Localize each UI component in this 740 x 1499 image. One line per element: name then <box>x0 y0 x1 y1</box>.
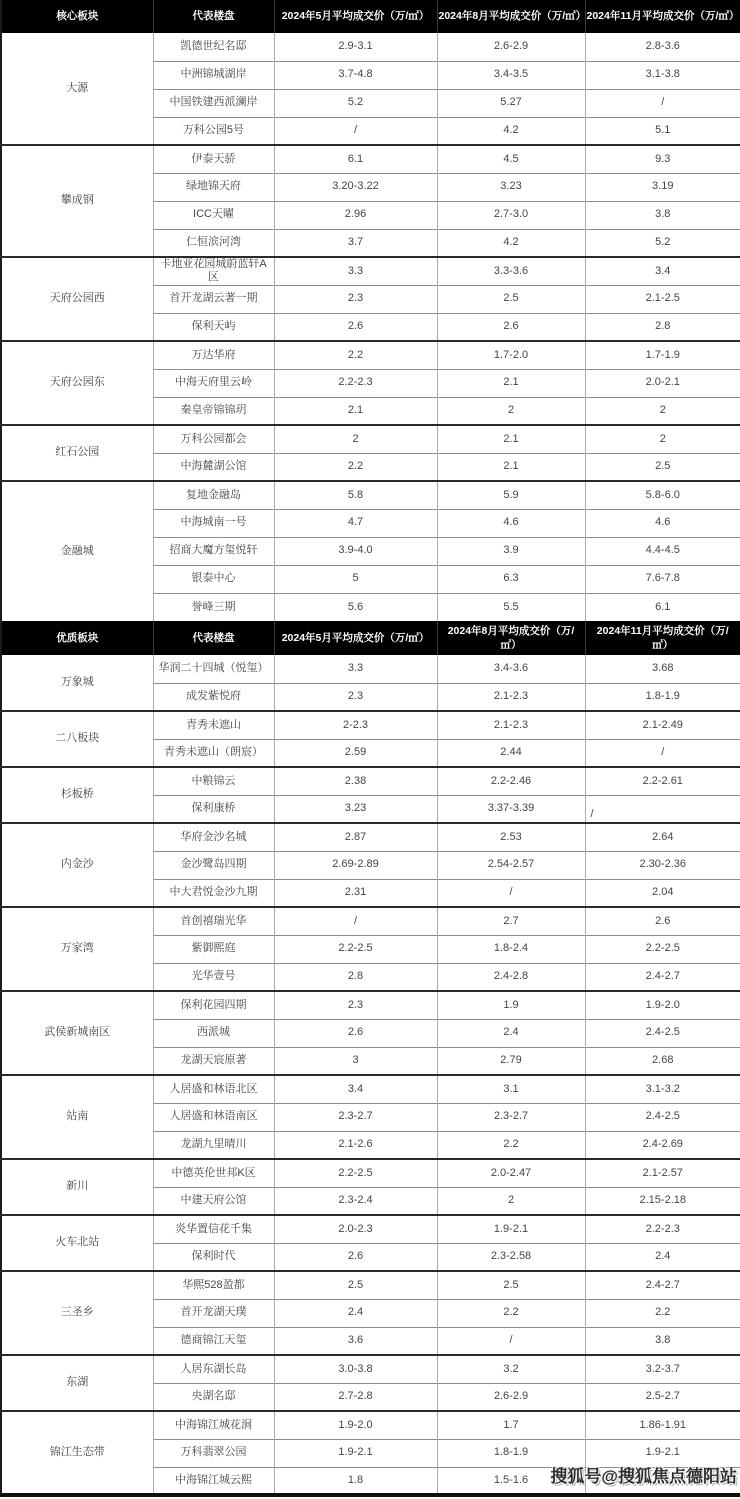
table-row <box>1 1159 740 1187</box>
property-name-cell: 中洲锦城湖岸 <box>153 61 274 89</box>
price-cell: 2.2 <box>437 1299 585 1327</box>
price-cell: 3.9-4.0 <box>274 537 437 565</box>
table-row <box>1 257 740 285</box>
price-cell: 5.5 <box>437 593 585 621</box>
area-cell: 万象城 <box>1 655 153 711</box>
property-name-cell: 人居盛和林语南区 <box>153 1103 274 1131</box>
price-cell: 1.9-2.1 <box>437 1215 585 1243</box>
property-name-cell: 紫御熙庭 <box>153 935 274 963</box>
price-cell: 2.1-2.49 <box>585 711 740 739</box>
price-cell: 2 <box>437 397 585 425</box>
price-cell: 9.3 <box>585 145 740 173</box>
price-cell: / <box>437 879 585 907</box>
property-name-cell: 中国铁建西派澜岸 <box>153 89 274 117</box>
price-cell: 2-2.3 <box>274 711 437 739</box>
price-cell: 2 <box>274 425 437 453</box>
price-cell: 2.7-2.8 <box>274 1383 437 1411</box>
price-cell: 2.1-2.57 <box>585 1159 740 1187</box>
property-name-cell: 中海城南一号 <box>153 509 274 537</box>
price-cell: 2.87 <box>274 823 437 851</box>
price-cell: 2.1-2.3 <box>437 711 585 739</box>
price-cell: 2.4-2.7 <box>585 963 740 991</box>
area-cell: 攀成钢 <box>1 145 153 257</box>
price-cell: 3.7-4.8 <box>274 61 437 89</box>
column-header: 代表楼盘 <box>153 621 274 655</box>
price-cell: 3.1-3.8 <box>585 61 740 89</box>
price-cell: 2.6-2.9 <box>437 33 585 61</box>
price-cell: 2.2-2.5 <box>274 935 437 963</box>
price-cell: 3.8 <box>585 201 740 229</box>
price-cell: 2.8 <box>585 313 740 341</box>
area-cell: 锦江生态带 <box>1 1411 153 1495</box>
price-cell: 2.1-2.6 <box>274 1131 437 1159</box>
property-name-cell: 青秀未遮山（朗宸） <box>153 739 274 767</box>
price-cell: 1.8-1.9 <box>585 683 740 711</box>
price-cell: 4.2 <box>437 229 585 257</box>
price-cell: 2.4-2.8 <box>437 963 585 991</box>
price-cell: 3.3 <box>274 655 437 683</box>
area-cell: 杉板桥 <box>1 767 153 823</box>
property-name-cell: 万科公园5号 <box>153 117 274 145</box>
price-cell: 2.1 <box>437 453 585 481</box>
column-header: 2024年8月平均成交价（万/㎡） <box>437 0 585 33</box>
price-cell: 1.86-1.91 <box>585 1411 740 1439</box>
price-cell: 2.6-2.9 <box>437 1383 585 1411</box>
table-row <box>1 711 740 739</box>
property-name-cell: 秦皇帝锦锦玥 <box>153 397 274 425</box>
property-name-cell: 保利时代 <box>153 1243 274 1271</box>
property-name-cell: 首开龙湖天璞 <box>153 1299 274 1327</box>
column-header: 2024年5月平均成交价（万/㎡） <box>274 621 437 655</box>
price-cell: 2 <box>585 425 740 453</box>
header-row <box>1 0 740 33</box>
price-cell: 2.2 <box>274 453 437 481</box>
price-cell: 2.64 <box>585 823 740 851</box>
price-cell: 3.9 <box>437 537 585 565</box>
area-cell: 东湖 <box>1 1355 153 1411</box>
price-cell: 2.7 <box>437 907 585 935</box>
property-name-cell: 人居盛和林语北区 <box>153 1075 274 1103</box>
price-cell: 5.2 <box>274 89 437 117</box>
property-name-cell: 复地金融岛 <box>153 481 274 509</box>
property-name-cell: ICC天曜 <box>153 201 274 229</box>
price-cell: 2.1 <box>437 425 585 453</box>
price-cell: 5.1 <box>585 117 740 145</box>
area-cell: 武侯新城南区 <box>1 991 153 1075</box>
area-cell: 内金沙 <box>1 823 153 907</box>
table-row <box>1 767 740 795</box>
property-name-cell: 首开龙湖云著一期 <box>153 285 274 313</box>
area-cell: 红石公园 <box>1 425 153 481</box>
price-cell: 1.9 <box>437 991 585 1019</box>
price-cell: 1.9-2.0 <box>585 991 740 1019</box>
price-cell: 3.4-3.6 <box>437 655 585 683</box>
price-cell: 2.5-2.7 <box>585 1383 740 1411</box>
property-name-cell: 万科公园都会 <box>153 425 274 453</box>
price-cell: 6.3 <box>437 565 585 593</box>
property-name-cell: 保利天屿 <box>153 313 274 341</box>
core-sector-price-table <box>0 0 740 621</box>
table-row <box>1 145 740 173</box>
price-cell: / <box>585 89 740 117</box>
column-header: 2024年11月平均成交价（万/㎡） <box>585 621 740 655</box>
area-cell: 新川 <box>1 1159 153 1215</box>
price-cell: 2.68 <box>585 1047 740 1075</box>
price-cell: 2.1-2.5 <box>585 285 740 313</box>
price-cell: 3.6 <box>274 1327 437 1355</box>
price-cell: 2.3-2.7 <box>274 1103 437 1131</box>
price-cell: 2.2 <box>585 1299 740 1327</box>
price-cell: 2.5 <box>437 1271 585 1299</box>
price-cell: 5.8-6.0 <box>585 481 740 509</box>
price-cell: 2.6 <box>437 313 585 341</box>
table-row <box>1 481 740 509</box>
price-cell: 2.2-2.46 <box>437 767 585 795</box>
price-cell: 2.3-2.7 <box>437 1103 585 1131</box>
price-cell: 3.19 <box>585 173 740 201</box>
price-cell: 2.3 <box>274 991 437 1019</box>
price-cell: / <box>585 795 740 823</box>
table-row <box>1 823 740 851</box>
property-name-cell: 龙湖九里晴川 <box>153 1131 274 1159</box>
price-cell: 6.1 <box>274 145 437 173</box>
property-name-cell: 仁恒滨河湾 <box>153 229 274 257</box>
property-name-cell: 中建天府公馆 <box>153 1187 274 1215</box>
property-name-cell: 万科翡翠公园 <box>153 1439 274 1467</box>
price-cell: 4.6 <box>437 509 585 537</box>
price-cell: 2.5 <box>585 453 740 481</box>
property-name-cell: 中海锦江城花涧 <box>153 1411 274 1439</box>
area-cell: 三圣乡 <box>1 1271 153 1355</box>
property-name-cell: 中粮锦云 <box>153 767 274 795</box>
table-row <box>1 341 740 369</box>
price-cell: 2.0-2.3 <box>274 1215 437 1243</box>
price-cell: 2.2-2.61 <box>585 767 740 795</box>
price-cell: 2.4 <box>437 1019 585 1047</box>
price-cell: 3 <box>274 1047 437 1075</box>
column-header: 2024年5月平均成交价（万/㎡） <box>274 0 437 33</box>
price-cell: / <box>437 1327 585 1355</box>
price-cell: 2.79 <box>437 1047 585 1075</box>
price-cell: 2.4-2.69 <box>585 1131 740 1159</box>
price-cell: 2.2-2.3 <box>274 369 437 397</box>
property-name-cell: 中大君悦金沙九期 <box>153 879 274 907</box>
price-cell: 3.1 <box>437 1075 585 1103</box>
price-cell: 5 <box>274 565 437 593</box>
price-cell: 2.0-2.1 <box>585 369 740 397</box>
price-cell: 4.4-4.5 <box>585 537 740 565</box>
table-row <box>1 425 740 453</box>
table-row <box>1 1075 740 1103</box>
price-cell: 5.8 <box>274 481 437 509</box>
price-cell: 2.6 <box>274 1243 437 1271</box>
property-name-cell: 银泰中心 <box>153 565 274 593</box>
price-cell: 3.7 <box>274 229 437 257</box>
price-cell: 3.68 <box>585 655 740 683</box>
price-cell: 1.9-2.1 <box>274 1439 437 1467</box>
price-cell: 2.44 <box>437 739 585 767</box>
property-name-cell: 华府金沙名城 <box>153 823 274 851</box>
area-cell: 天府公园西 <box>1 257 153 341</box>
price-cell: 1.5-1.6 <box>437 1467 585 1495</box>
property-name-cell: 华润二十四城（悦玺） <box>153 655 274 683</box>
price-cell: 2.53 <box>437 823 585 851</box>
price-cell: 2.38 <box>274 767 437 795</box>
price-cell: / <box>274 117 437 145</box>
table-row <box>1 1215 740 1243</box>
price-cell: 2.54-2.57 <box>437 851 585 879</box>
price-cell: / <box>585 739 740 767</box>
quality-sector-price-table <box>0 621 740 1497</box>
price-cell: / <box>274 907 437 935</box>
price-cell: 1.9-2.0 <box>274 1411 437 1439</box>
price-cell: 2.5 <box>274 1271 437 1299</box>
price-cell: 2.2 <box>437 1131 585 1159</box>
price-cell: 2.1 <box>274 397 437 425</box>
column-header: 核心板块 <box>1 0 153 33</box>
property-name-cell: 光华壹号 <box>153 963 274 991</box>
price-cell: 2.4-2.7 <box>585 1271 740 1299</box>
area-cell: 火车北站 <box>1 1215 153 1271</box>
price-cell: 2 <box>437 1187 585 1215</box>
price-cell: 2.31 <box>274 879 437 907</box>
price-cell: 2.9-3.1 <box>274 33 437 61</box>
price-cell: 2.2 <box>274 341 437 369</box>
price-cell: 2.4 <box>274 1299 437 1327</box>
property-name-cell: 招商大魔方玺悦轩 <box>153 537 274 565</box>
price-cell: 2.5 <box>437 285 585 313</box>
property-name-cell: 金沙鹭岛四期 <box>153 851 274 879</box>
price-cell: 6.1 <box>585 593 740 621</box>
property-name-cell: 央湖名邸 <box>153 1383 274 1411</box>
property-name-cell: 炎华置信花千集 <box>153 1215 274 1243</box>
price-cell: 4.6 <box>585 509 740 537</box>
property-name-cell: 人居东湖长岛 <box>153 1355 274 1383</box>
price-cell: 3.37-3.39 <box>437 795 585 823</box>
area-cell: 万家湾 <box>1 907 153 991</box>
price-cell: 2.1 <box>437 369 585 397</box>
price-cell: 3.4-3.5 <box>437 61 585 89</box>
price-cell: 3.4 <box>585 257 740 285</box>
table-row <box>1 1355 740 1383</box>
column-header: 2024年11月平均成交价（万/㎡） <box>585 0 740 33</box>
property-name-cell: 凯德世纪名邸 <box>153 33 274 61</box>
price-cell: 4.2 <box>437 117 585 145</box>
property-name-cell: 绿地锦天府 <box>153 173 274 201</box>
price-cell: 2.15-2.18 <box>585 1187 740 1215</box>
price-cell: 2.3-2.4 <box>274 1187 437 1215</box>
price-cell: 3.3-3.6 <box>437 257 585 285</box>
price-cell: 3.8 <box>585 1327 740 1355</box>
price-cell: 2.3 <box>274 683 437 711</box>
table-row <box>1 33 740 61</box>
property-name-cell: 保利康桥 <box>153 795 274 823</box>
table-row <box>1 1271 740 1299</box>
price-cell: 2.4-2.5 <box>585 1019 740 1047</box>
price-cell: 2.8-3.6 <box>585 33 740 61</box>
price-cell: 5.27 <box>437 89 585 117</box>
price-cell: 5.6 <box>274 593 437 621</box>
price-cell: 3.23 <box>437 173 585 201</box>
price-cell: 1.7-1.9 <box>585 341 740 369</box>
property-name-cell: 德商锦江天玺 <box>153 1327 274 1355</box>
area-cell: 大源 <box>1 33 153 145</box>
table-row <box>1 1411 740 1439</box>
price-cell: 2.0-2.47 <box>437 1159 585 1187</box>
price-cell: 3.4 <box>274 1075 437 1103</box>
price-cell: 2.59 <box>274 739 437 767</box>
price-cell: 3.2-3.7 <box>585 1355 740 1383</box>
price-cell: 3.0-3.8 <box>274 1355 437 1383</box>
price-cell: 2.4-2.5 <box>585 1103 740 1131</box>
price-cell: 1.9-2.1 <box>585 1439 740 1467</box>
property-name-cell: 中德英伦世邦K区 <box>153 1159 274 1187</box>
price-cell: 2.6 <box>585 907 740 935</box>
price-cell: 2.6 <box>274 313 437 341</box>
price-cell: 2.2-2.5 <box>274 1159 437 1187</box>
column-header: 2024年8月平均成交价（万/㎡） <box>437 621 585 655</box>
price-cell: 3.1-3.2 <box>585 1075 740 1103</box>
price-cell: 1.7-2.0 <box>437 341 585 369</box>
price-cell: 2.2-2.3 <box>585 1215 740 1243</box>
price-cell: 1.8-1.9 <box>437 1439 585 1467</box>
price-cell: 2.4 <box>585 1243 740 1271</box>
price-cell: 2.3-2.58 <box>437 1243 585 1271</box>
price-cell: 2.96 <box>274 201 437 229</box>
property-name-cell: 华熙528盈都 <box>153 1271 274 1299</box>
price-cell: 3.3 <box>274 257 437 285</box>
price-cell: 2 <box>585 397 740 425</box>
table-row <box>1 907 740 935</box>
property-name-cell: 西派城 <box>153 1019 274 1047</box>
watermark: 搜狐号@搜狐焦点德阳站 <box>550 1467 737 1486</box>
price-cell: 2.1-2.3 <box>437 683 585 711</box>
price-cell: 3.2 <box>437 1355 585 1383</box>
area-cell: 二八板块 <box>1 711 153 767</box>
area-cell: 站南 <box>1 1075 153 1159</box>
price-cell: 4.7 <box>274 509 437 537</box>
price-cell: 2.04 <box>585 879 740 907</box>
property-name-cell: 誉峰三期 <box>153 593 274 621</box>
price-cell: 1.7 <box>437 1411 585 1439</box>
table-row <box>1 655 740 683</box>
property-name-cell: 伊泰天骄 <box>153 145 274 173</box>
column-header: 代表楼盘 <box>153 0 274 33</box>
price-cell: 2.8 <box>274 963 437 991</box>
property-name-cell: 龙湖天宸原著 <box>153 1047 274 1075</box>
price-cell: 5.9 <box>437 481 585 509</box>
price-cell: 2.2-2.5 <box>585 935 740 963</box>
property-name-cell: 中海麓湖公馆 <box>153 453 274 481</box>
area-cell: 天府公园东 <box>1 341 153 425</box>
price-cell: 2.6 <box>274 1019 437 1047</box>
price-cell: 2.30-2.36 <box>585 851 740 879</box>
price-cell: 2.69-2.89 <box>274 851 437 879</box>
property-name-cell: 中海锦江城云熙 <box>153 1467 274 1495</box>
property-name-cell: 万达华府 <box>153 341 274 369</box>
area-cell: 金融城 <box>1 481 153 621</box>
price-cell: 5.2 <box>585 229 740 257</box>
price-cell: 3.20-3.22 <box>274 173 437 201</box>
price-cell: 3.23 <box>274 795 437 823</box>
price-cell: 1.8-2.4 <box>437 935 585 963</box>
price-cell: 4.5 <box>437 145 585 173</box>
property-name-cell: 卡地亚花园城蔚蓝轩A区 <box>153 257 274 285</box>
price-cell: 2.7-3.0 <box>437 201 585 229</box>
table-row <box>1 991 740 1019</box>
property-name-cell: 青秀未遮山 <box>153 711 274 739</box>
column-header: 优质板块 <box>1 621 153 655</box>
price-cell: 1.8 <box>274 1467 437 1495</box>
property-name-cell: 保利花园四期 <box>153 991 274 1019</box>
header-row <box>1 621 740 655</box>
price-cell: 7.6-7.8 <box>585 565 740 593</box>
property-name-cell: 中海天府里云岭 <box>153 369 274 397</box>
property-name-cell: 成发紫悦府 <box>153 683 274 711</box>
property-name-cell: 首创禧瑞光华 <box>153 907 274 935</box>
price-cell: 2.3 <box>274 285 437 313</box>
